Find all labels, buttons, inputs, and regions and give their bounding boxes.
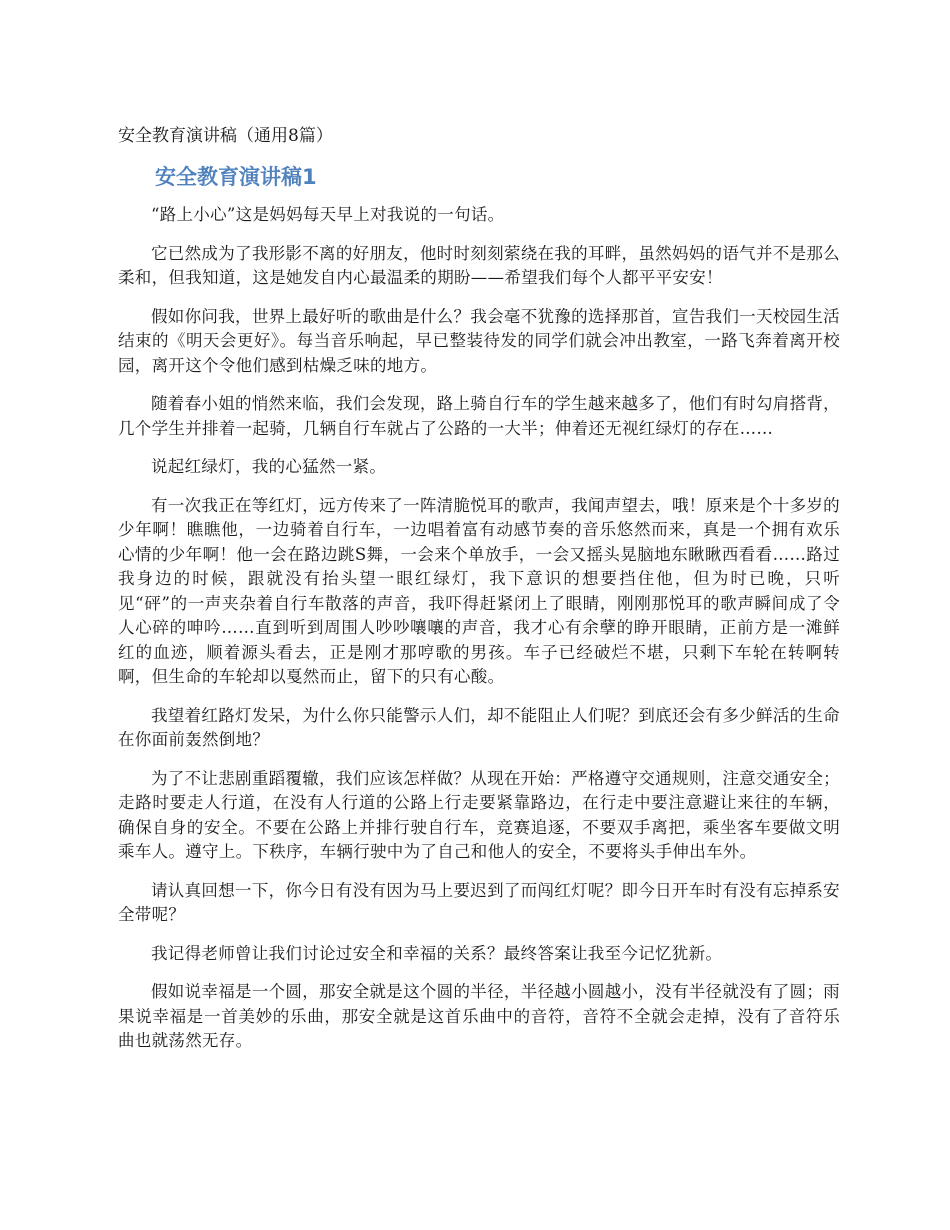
paragraph: 我记得老师曾让我们讨论过安全和幸福的关系？最终答案让我至今记忆犹新。	[151, 943, 723, 963]
section-heading: 安全教育演讲稿1	[155, 165, 317, 189]
document-body	[118, 203, 840, 1068]
paragraph: “路上小心”这是妈妈每天早上对我说的一句话。	[151, 205, 505, 224]
paragraph: 我望着红路灯发呆，为什么你只能警示人们，却不能阻止人们呢？到底还会有多少鲜活的生命在你面前轰然倒地？	[118, 705, 840, 749]
paragraph: 有一次我正在等红灯，远方传来了一阵清脆悦耳的歌声，我闻声望去，哦！原来是个十多岁的少年啊！瞧瞧他，一边骑着自行车，一边唱着富有动感节奏的音乐悠然而来，真是一个拥有欢乐心情的少年啊！他一会在路边跳S舞，一会来个单放手，一会又摇头晃脑地东瞅瞅西看看……路过我身边的时候，跟就没有抬头望一眼红绿灯，我下意识的想要挡住他，但为时已晚，只听见“砰”的一声夹杂着自行车散落的声音，我吓得赶紧闭上了眼睛，刚刚那悦耳的歌声瞬间成了令人心碎的呻吟……直到听到周围人吵吵嚷嚷的声音，我才心有余孽的睁开眼睛，正前方是一滩鲜红的血迹，顺着源头看去，正是刚才那哼歌的男孩。车子已经破烂不堪，只剩下车轮在转啊转啊，但生命的车轮却以戛然而止，留下的只有心酸。	[118, 495, 840, 686]
paragraph: 随着春小姐的悄然来临，我们会发现，路上骑自行车的学生越来越多了，他们有时勾肩搭背，几个学生并排着一起骑，几辆自行车就占了公路的一大半；伸着还无视红绿灯的存在……	[118, 394, 840, 438]
paragraph: 它已然成为了我形影不离的好朋友，他时时刻刻萦绕在我的耳畔，虽然妈妈的语气并不是那么柔和，但我知道，这是她发自内心最温柔的期盼——希望我们每个人都平平安安！	[118, 243, 840, 287]
document-title: 安全教育演讲稿（通用8篇）	[118, 126, 333, 146]
paragraph: 假如说幸福是一个圆，那安全就是这个圆的半径，半径越小圆越小，没有半径就没有了圆；雨果说幸福是一首美妙的乐曲，那安全就是这首乐曲中的音符，音符不全就会走掉，没有了音符乐曲也就荡然无存。	[118, 982, 840, 1050]
paragraph: 为了不让悲剧重蹈覆辙，我们应该怎样做？从现在开始：严格遵守交通规则，注意交通安全；走路时要走人行道，在没有人行道的公路上行走要紧靠路边，在行走中要注意避让来往的车辆，确保自身的安全。不要在公路上并排行驶自行车，竞赛追逐，不要双手离把，乘坐客车要做文明乘车人。遵守上。下秩序，车辆行驶中为了自己和他人的安全，不要将头手伸出车外。	[118, 768, 840, 861]
paragraph: 假如你问我，世界上最好听的歌曲是什么？我会毫不犹豫的选择那首，宣告我们一天校园生活结束的《明天会更好》。每当音乐响起，早已整装待发的同学们就会冲出教室，一路飞奔着离开校园，离开这个令他们感到枯燥乏味的地方。	[118, 306, 840, 375]
paragraph: 说起红绿灯，我的心猛然一紧。	[151, 457, 387, 476]
paragraph: 请认真回想一下，你今日有没有因为马上要迟到了而闯红灯呢？即今日开车时有没有忘掉系安全带呢？	[118, 880, 840, 924]
